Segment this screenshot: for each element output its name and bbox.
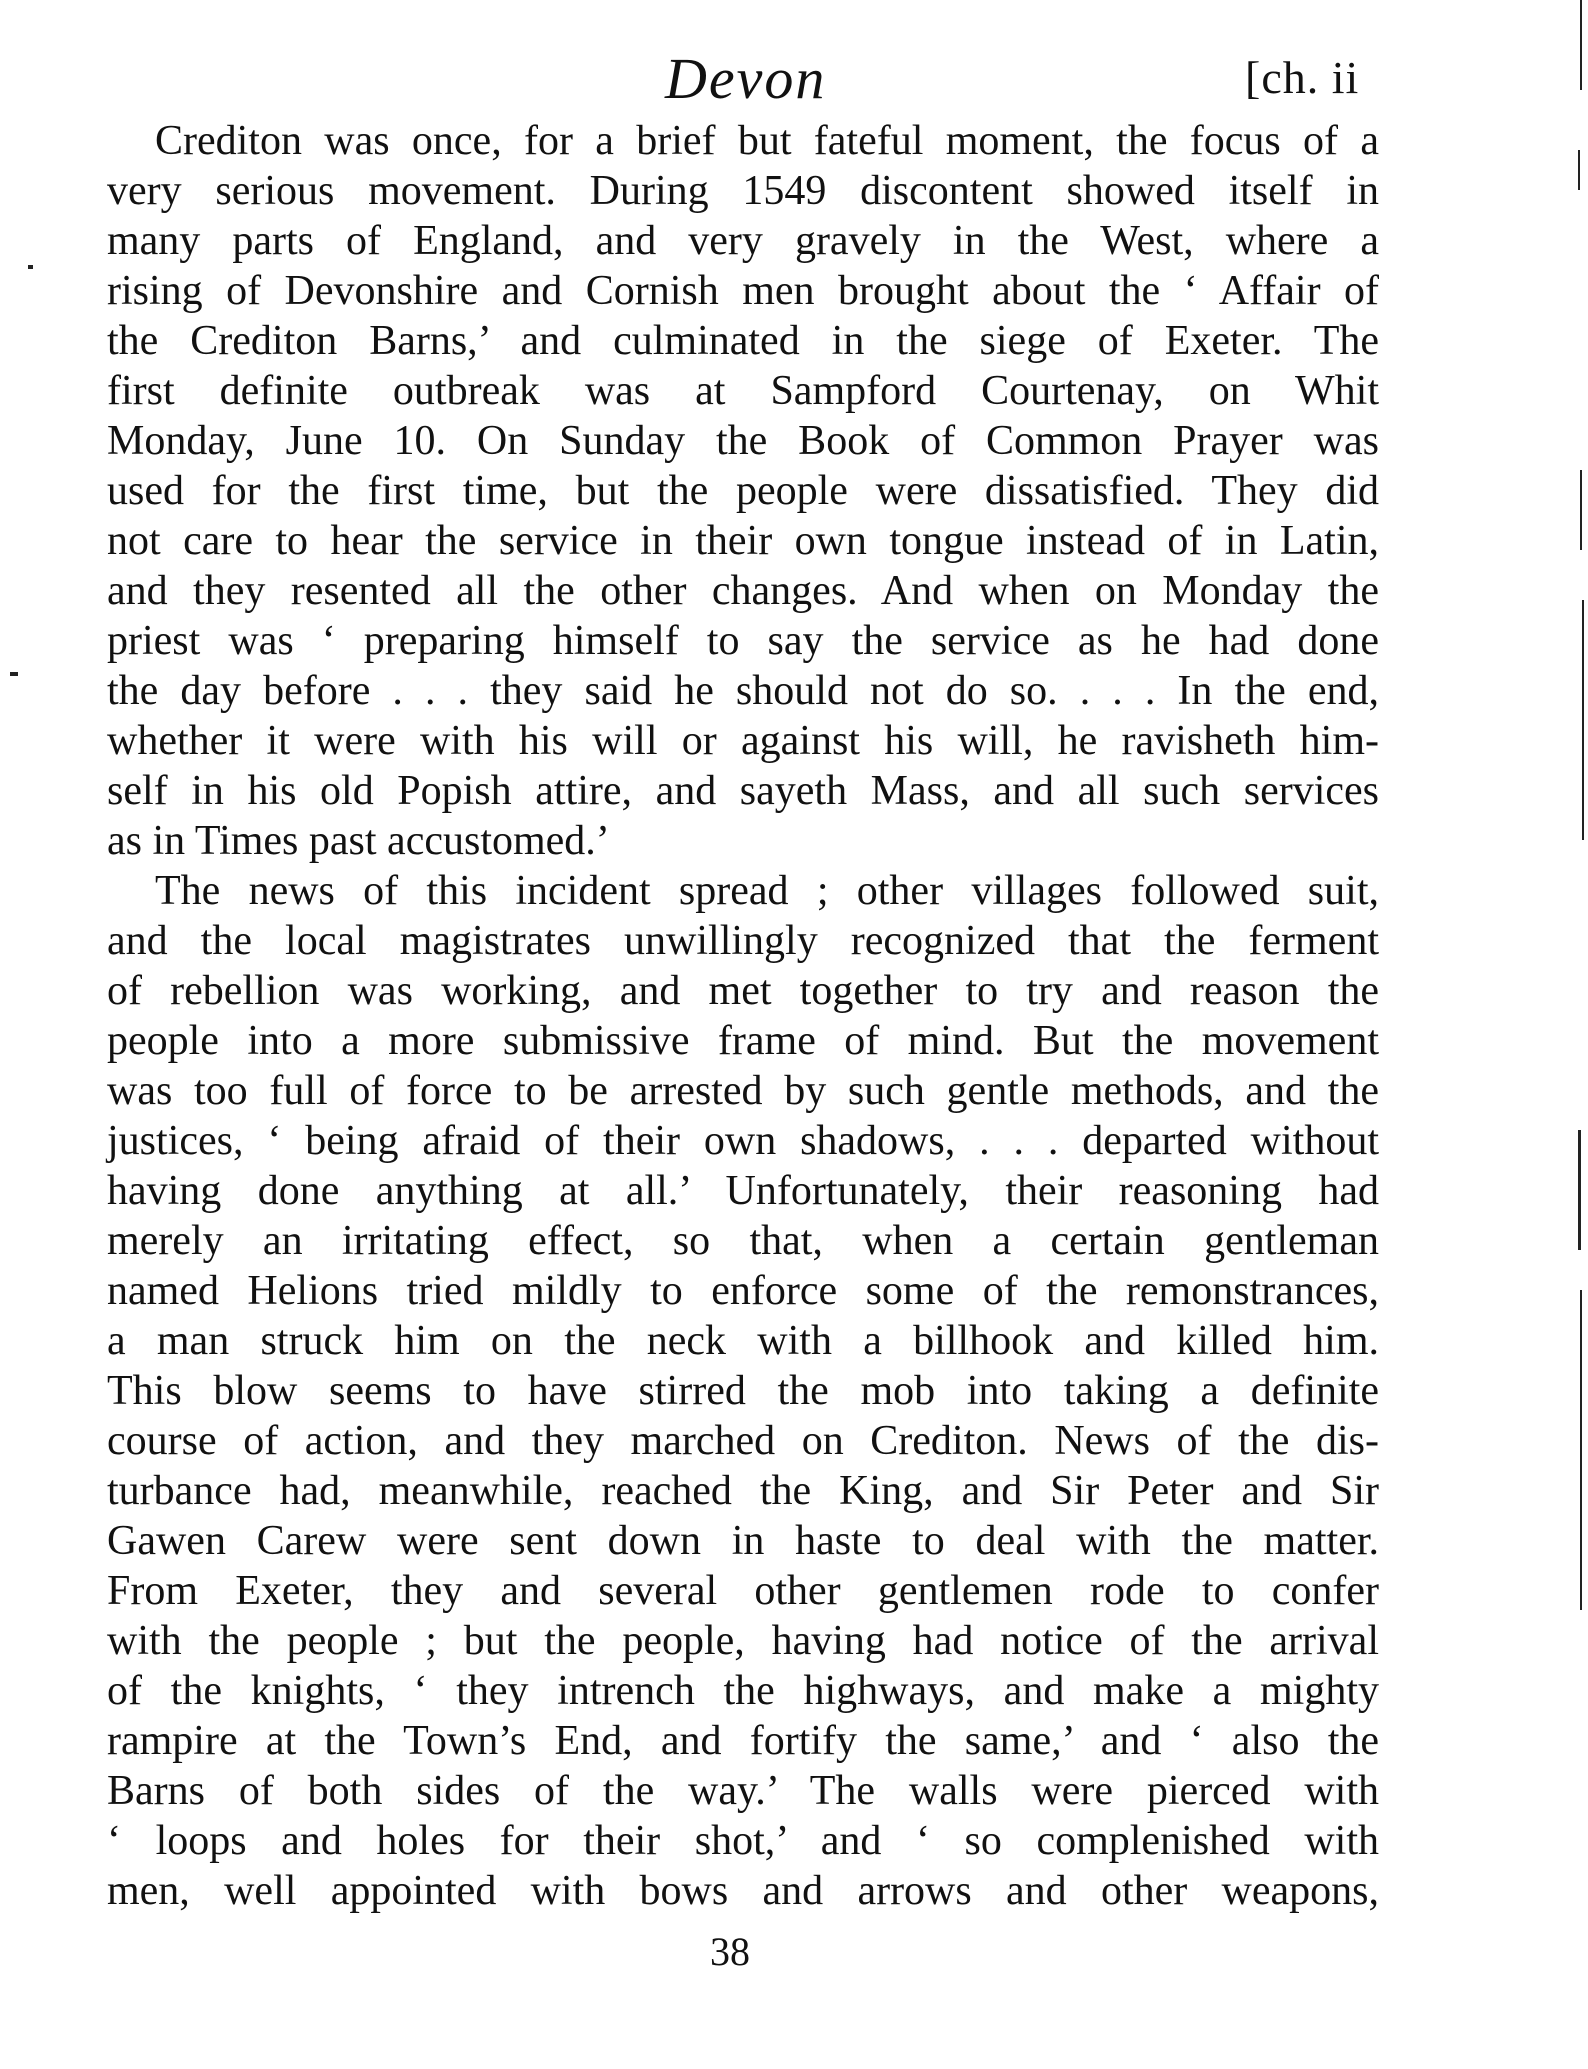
text-line: turbance had, meanwhile, reached the King, and Sir Peter and Sir: [107, 1468, 1379, 1514]
text-line: as in Times past accustomed.’: [107, 818, 610, 864]
text-line: The news of this incident spread ; other villages followed suit,: [155, 868, 1379, 914]
text-line: a man struck him on the neck with a billhook and killed him.: [107, 1318, 1379, 1364]
scan-edge-mark: [1580, 470, 1582, 550]
page-number: 38: [710, 1929, 750, 1974]
scan-speck: [28, 265, 33, 269]
text-line: From Exeter, they and several other gentlemen rode to confer: [107, 1568, 1379, 1614]
body-text: [107, 116, 1379, 1916]
text-line: Crediton was once, for a brief but fateful moment, the focus of a: [155, 118, 1379, 164]
scan-edge-mark: [1580, 1290, 1582, 1610]
text-line: Gawen Carew were sent down in haste to deal with the matter.: [107, 1518, 1379, 1564]
text-line: rampire at the Town’s End, and fortify the same,’ and ‘ also the: [107, 1718, 1379, 1764]
text-line: very serious movement. During 1549 discontent showed itself in: [107, 168, 1379, 214]
text-line: used for the first time, but the people were dissatisfied. They did: [107, 468, 1379, 514]
paragraph-1: [107, 116, 1379, 866]
scan-edge-mark: [1582, 600, 1584, 840]
text-line: of the knights, ‘ they intrench the highways, and make a mighty: [107, 1668, 1379, 1714]
chapter-reference: [ch. ii: [1245, 52, 1360, 103]
text-line: was too full of force to be arrested by such gentle methods, and the: [107, 1068, 1379, 1114]
text-line: having done anything at all.’ Unfortunately, their reasoning had: [107, 1168, 1379, 1214]
text-line: many parts of England, and very gravely in the West, where a: [107, 218, 1379, 264]
text-line: with the people ; but the people, having had notice of the arrival: [107, 1618, 1379, 1664]
text-line: first definite outbreak was at Sampford Courtenay, on Whit: [107, 368, 1379, 414]
text-line: This blow seems to have stirred the mob into taking a definite: [107, 1368, 1379, 1414]
text-line: and the local magistrates unwillingly recognized that the ferment: [107, 918, 1379, 964]
text-line: priest was ‘ preparing himself to say the service as he had done: [107, 618, 1379, 664]
text-line: ‘ loops and holes for their shot,’ and ‘ so complenished with: [107, 1818, 1379, 1864]
text-line: whether it were with his will or against his will, he ravisheth him-: [107, 718, 1379, 764]
text-line: Monday, June 10. On Sunday the Book of Common Prayer was: [107, 418, 1379, 464]
text-line: self in his old Popish attire, and sayeth Mass, and all such services: [107, 768, 1379, 814]
text-line: the day before . . . they said he should not do so. . . . In the end,: [107, 668, 1379, 714]
text-line: and they resented all the other changes. And when on Monday the: [107, 568, 1379, 614]
running-title: Devon: [665, 46, 827, 111]
page-header: [0, 45, 1588, 115]
text-line: justices, ‘ being afraid of their own shadows, . . . departed without: [107, 1118, 1379, 1164]
text-line: rising of Devonshire and Cornish men brought about the ‘ Affair of: [107, 268, 1379, 314]
text-line: people into a more submissive frame of mind. But the movement: [107, 1018, 1379, 1064]
text-line: course of action, and they marched on Crediton. News of the dis-: [107, 1418, 1379, 1464]
text-line: of rebellion was working, and met together to try and reason the: [107, 968, 1379, 1014]
text-line: men, well appointed with bows and arrows and other weapons,: [107, 1868, 1379, 1914]
text-line: not care to hear the service in their own tongue instead of in Latin,: [107, 518, 1379, 564]
text-line: named Helions tried mildly to enforce some of the remonstrances,: [107, 1268, 1379, 1314]
scan-speck: [10, 672, 18, 676]
paragraph-2: [107, 866, 1379, 1916]
scan-edge-mark: [1578, 150, 1580, 190]
text-line: the Crediton Barns,’ and culminated in the siege of Exeter. The: [107, 318, 1379, 364]
text-line: merely an irritating effect, so that, when a certain gentleman: [107, 1218, 1379, 1264]
scan-edge-mark: [1580, 0, 1582, 90]
scan-edge-mark: [1578, 1130, 1581, 1250]
text-line: Barns of both sides of the way.’ The walls were pierced with: [107, 1768, 1379, 1814]
